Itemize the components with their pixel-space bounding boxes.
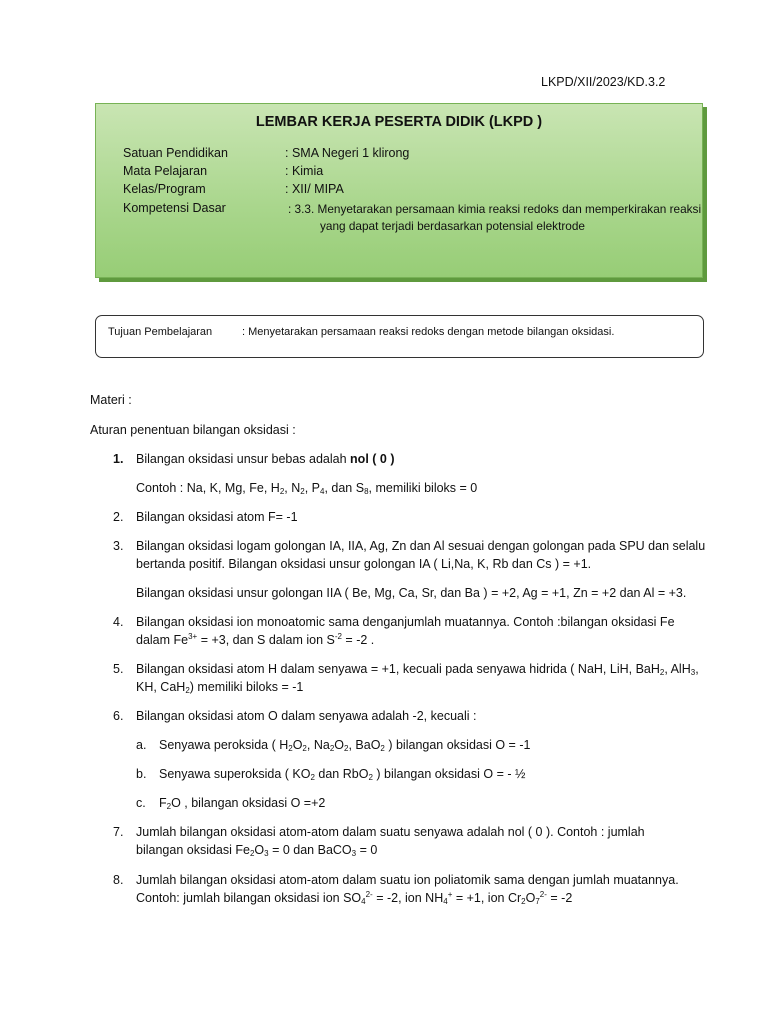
tujuan-value: : Menyetarakan persamaan reaksi redoks dengan metode bilangan oksidasi.: [242, 326, 615, 338]
materi-label: Materi :: [90, 393, 132, 407]
list-number: 6.: [113, 709, 124, 723]
rule-4-line-1: Bilangan oksidasi ion monoatomic sama denganjumlah muatannya. Contoh :bilangan oksidasi Fe: [136, 615, 675, 629]
rule-6a-text: Senyawa peroksida ( $H_2O_2$, $Na_2O_2$, BaO$_2$ ) bilangan oksidasi O = -1: [159, 738, 531, 753]
rule-2-text: Bilangan oksidasi atom F= -1: [136, 510, 298, 524]
rule-1-example: Contoh : Na, K, Mg, Fe, $H_2$, $N_2$, $P_4$, dan $S_8$, memiliki biloks = 0: [136, 481, 478, 496]
kd-line-1: : 3.3. Menyetarakan persamaan kimia reaksi redoks dan memperkirakan reaksi: [288, 202, 702, 216]
list-number: 2.: [113, 510, 124, 524]
list-letter: b.: [136, 767, 147, 781]
info-value: [288, 201, 708, 235]
list-letter: c.: [136, 796, 146, 810]
info-label: Mata Pelajaran: [123, 164, 208, 178]
rule-7-line-2: bilangan oksidasi $Fe_2O_3 = 0$ dan BaCO$_3$ = 0: [136, 843, 378, 858]
tujuan-label: Tujuan Pembelajaran: [108, 326, 213, 338]
info-label: Satuan Pendidikan: [123, 146, 228, 160]
list-number: 7.: [113, 825, 124, 839]
list-letter: a.: [136, 738, 147, 752]
info-value: : SMA Negeri 1 klirong: [285, 146, 410, 160]
rule-6-text: Bilangan oksidasi atom O dalam senyawa adalah -2, kecuali :: [136, 709, 477, 723]
rule-5-line-2: KH, CaH$_2$) memiliki biloks = -1: [136, 680, 304, 695]
rule-7-line-1: Jumlah bilangan oksidasi atom-atom dalam suatu senyawa adalah nol ( 0 ). Contoh : jumlah: [136, 825, 645, 839]
list-number: 4.: [113, 615, 124, 629]
list-number: 8.: [113, 873, 124, 887]
info-label: Kelas/Program: [123, 182, 206, 196]
info-value: : Kimia: [285, 164, 324, 178]
info-label: Kompetensi Dasar: [123, 201, 226, 215]
info-value: : XII/ MIPA: [285, 182, 344, 196]
rule-6b-text: Senyawa superoksida ( $KO_2$ dan RbO$_2$ ) bilangan oksidasi O = - ½: [159, 767, 526, 782]
rule-3-line-3: Bilangan oksidasi unsur golongan IIA ( Be, Mg, Ca, Sr, dan Ba ) = +2, Ag = +1, Zn = +2 dan Al = +3.: [136, 586, 687, 600]
rule-5-line-1: Bilangan oksidasi atom H dalam senyawa = +1, kecuali pada senyawa hidrida ( NaH, LiH, BaH$_2$, AlH$_3$,: [136, 662, 699, 677]
rule-4-line-2: dalam $Fe^{3+} = +3$, dan S dalam ion $S^{-2} = -2$ .: [136, 632, 375, 647]
rule-1-text: Bilangan oksidasi unsur bebas adalah nol ( 0 ): [136, 452, 395, 466]
rule-8-line-2: Contoh: jumlah bilangan oksidasi ion $SO_4^{2-} = -2$, ion $NH_4^+ = +1$, ion $Cr_2O_7^{2-} = -2$: [136, 890, 573, 906]
list-number: 3.: [113, 539, 124, 553]
tujuan-box: [95, 315, 704, 358]
list-number: 5.: [113, 662, 124, 676]
aturan-label: Aturan penentuan bilangan oksidasi :: [90, 423, 296, 437]
kd-line-2: yang dapat terjadi berdasarkan potensial elektrode: [320, 219, 585, 233]
rule-8-line-1: Jumlah bilangan oksidasi atom-atom dalam suatu ion poliatomik sama dengan jumlah muatannya.: [136, 873, 679, 887]
rule-3-line-1: Bilangan oksidasi logam golongan IA, IIA, Ag, Zn dan Al sesuai dengan golongan pada SPU dan selalu: [136, 539, 706, 553]
document-code: LKPD/XII/2023/KD.3.2: [541, 75, 666, 89]
rule-3-line-2: bertanda positif. Bilangan oksidasi unsur golongan IA ( Li,Na, K, Rb dan Cs ) = +1.: [136, 557, 592, 571]
rule-6c-text: $F_2O$ , bilangan oksidasi O =+2: [159, 796, 326, 811]
header-box: [95, 103, 703, 278]
list-number: 1.: [113, 452, 124, 466]
document-title: LEMBAR KERJA PESERTA DIDIK (LKPD ): [255, 114, 543, 130]
